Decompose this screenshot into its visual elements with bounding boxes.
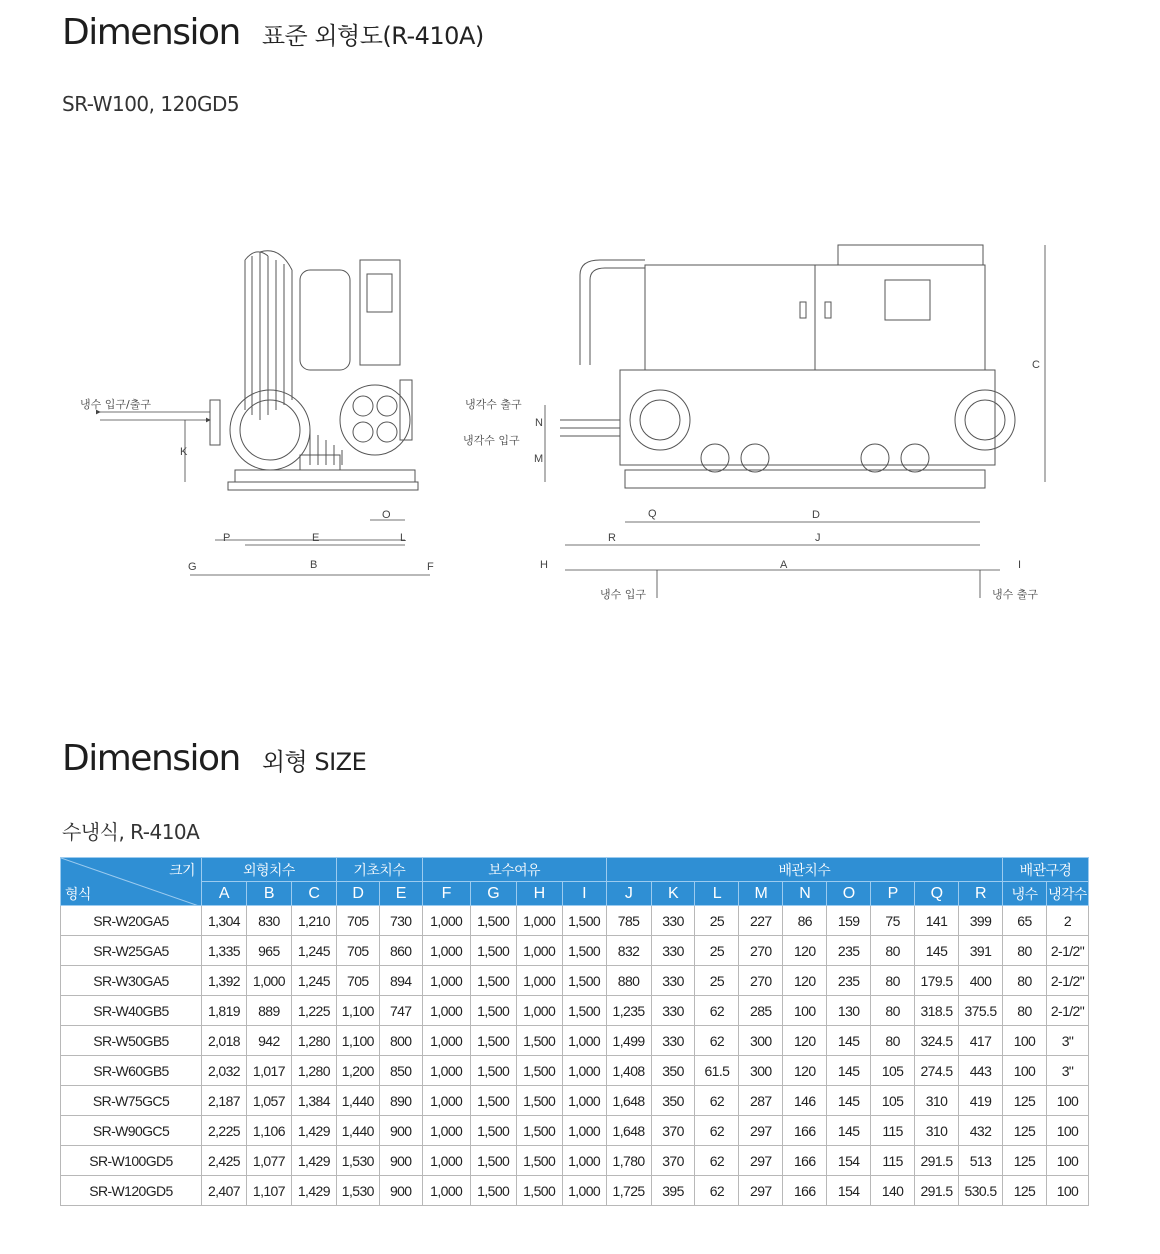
value-cell: 1,429: [291, 1146, 336, 1176]
value-cell: 80: [1003, 996, 1047, 1026]
table-body: [61, 906, 1089, 1206]
dim-A: A: [780, 559, 788, 571]
value-cell: 62: [695, 1176, 739, 1206]
value-cell: 1,245: [291, 936, 336, 966]
column-header: J: [606, 882, 651, 906]
value-cell: 1,780: [606, 1146, 651, 1176]
dimension-drawing: [60, 230, 1110, 620]
value-cell: 330: [651, 906, 695, 936]
value-cell: 145: [827, 1086, 871, 1116]
value-cell: 61.5: [695, 1056, 739, 1086]
value-cell: 25: [695, 906, 739, 936]
value-cell: 800: [379, 1026, 422, 1056]
value-cell: 1,500: [470, 1176, 516, 1206]
label-cooling-in: 냉각수 입구: [463, 434, 520, 447]
value-cell: 318.5: [915, 996, 959, 1026]
value-cell: 1,499: [606, 1026, 651, 1056]
value-cell: 1,335: [201, 936, 246, 966]
group-header: 배관치수: [606, 858, 1002, 882]
value-cell: 1,000: [246, 966, 291, 996]
model-cell: SR-W60GB5: [61, 1056, 202, 1086]
label-cold-out: 냉수 출구: [992, 588, 1039, 601]
dim-B: B: [310, 559, 318, 571]
value-cell: 62: [695, 996, 739, 1026]
group-header: 기초치수: [336, 858, 422, 882]
group-header: 보수여유: [422, 858, 606, 882]
column-header: K: [651, 882, 695, 906]
model-cell: SR-W120GD5: [61, 1176, 202, 1206]
column-header: I: [562, 882, 606, 906]
title-sub: 표준 외형도(R-410A): [261, 22, 484, 50]
value-cell: 1,819: [201, 996, 246, 1026]
table-row: [61, 906, 1089, 936]
value-cell: 1,000: [562, 1146, 606, 1176]
label-cooling-out: 냉각수 출구: [465, 398, 522, 411]
value-cell: 1,429: [291, 1176, 336, 1206]
value-cell: 1,000: [516, 906, 562, 936]
value-cell: 443: [958, 1056, 1002, 1086]
value-cell: 297: [739, 1116, 783, 1146]
front-view: [560, 245, 1015, 488]
dim-C: C: [1032, 359, 1040, 371]
value-cell: 1,106: [246, 1116, 291, 1146]
value-cell: 1,648: [606, 1116, 651, 1146]
value-cell: 159: [827, 906, 871, 936]
group-header: 배관구경: [1003, 858, 1089, 882]
value-cell: 105: [871, 1086, 915, 1116]
side-view: [210, 251, 418, 490]
value-cell: 1,000: [562, 1086, 606, 1116]
value-cell: 235: [827, 966, 871, 996]
value-cell: 1,500: [470, 1056, 516, 1086]
value-cell: 1,500: [470, 936, 516, 966]
value-cell: 785: [606, 906, 651, 936]
column-header: F: [422, 882, 470, 906]
value-cell: 350: [651, 1056, 695, 1086]
value-cell: 730: [379, 906, 422, 936]
value-cell: 120: [783, 1056, 827, 1086]
value-cell: 1,648: [606, 1086, 651, 1116]
value-cell: 80: [1003, 966, 1047, 996]
value-cell: 391: [958, 936, 1002, 966]
column-header: R: [958, 882, 1002, 906]
dimension-letters: [180, 359, 1040, 573]
value-cell: 1,500: [516, 1146, 562, 1176]
value-cell: 1,500: [470, 1116, 516, 1146]
label-cold-in-out: 냉수 입구/출구: [80, 398, 151, 411]
value-cell: 1,440: [336, 1086, 379, 1116]
value-cell: 2-1/2": [1046, 936, 1088, 966]
value-cell: 1,057: [246, 1086, 291, 1116]
value-cell: 1,500: [470, 1086, 516, 1116]
table-row: [61, 996, 1089, 1026]
value-cell: 125: [1003, 1086, 1047, 1116]
value-cell: 154: [827, 1146, 871, 1176]
value-cell: 1,000: [516, 966, 562, 996]
title-main: Dimension: [62, 738, 240, 779]
value-cell: 1,500: [562, 996, 606, 1026]
value-cell: 300: [739, 1056, 783, 1086]
title-sub: 외형 SIZE: [261, 748, 367, 776]
value-cell: 513: [958, 1146, 1002, 1176]
value-cell: 1,000: [422, 1026, 470, 1056]
dim-R: R: [608, 532, 616, 544]
value-cell: 141: [915, 906, 959, 936]
value-cell: 86: [783, 906, 827, 936]
value-cell: 115: [871, 1116, 915, 1146]
dim-L: L: [400, 532, 407, 544]
value-cell: 145: [827, 1026, 871, 1056]
value-cell: 100: [1003, 1056, 1047, 1086]
value-cell: 400: [958, 966, 1002, 996]
value-cell: 115: [871, 1146, 915, 1176]
value-cell: 1,530: [336, 1176, 379, 1206]
value-cell: 1,408: [606, 1056, 651, 1086]
value-cell: 1,235: [606, 996, 651, 1026]
column-header: B: [246, 882, 291, 906]
value-cell: 2-1/2": [1046, 996, 1088, 1026]
dim-O: O: [382, 509, 391, 521]
value-cell: 291.5: [915, 1146, 959, 1176]
value-cell: 1,500: [562, 936, 606, 966]
value-cell: 1,500: [470, 1146, 516, 1176]
value-cell: 880: [606, 966, 651, 996]
value-cell: 1,225: [291, 996, 336, 1026]
value-cell: 2-1/2": [1046, 966, 1088, 996]
value-cell: 1,280: [291, 1056, 336, 1086]
value-cell: 417: [958, 1026, 1002, 1056]
table-row: [61, 1176, 1089, 1206]
value-cell: 166: [783, 1146, 827, 1176]
dim-F: F: [427, 561, 434, 573]
value-cell: 419: [958, 1086, 1002, 1116]
value-cell: 894: [379, 966, 422, 996]
value-cell: 100: [1046, 1176, 1088, 1206]
model-cell: SR-W30GA5: [61, 966, 202, 996]
value-cell: 1,500: [516, 1056, 562, 1086]
value-cell: 1,000: [562, 1056, 606, 1086]
value-cell: 100: [1046, 1146, 1088, 1176]
value-cell: 2,018: [201, 1026, 246, 1056]
value-cell: 1,200: [336, 1056, 379, 1086]
value-cell: 3": [1046, 1026, 1088, 1056]
value-cell: 80: [871, 1026, 915, 1056]
value-cell: 1,000: [422, 996, 470, 1026]
model-cell: SR-W100GD5: [61, 1146, 202, 1176]
value-cell: 1,000: [422, 966, 470, 996]
value-cell: 1,000: [422, 906, 470, 936]
value-cell: 62: [695, 1146, 739, 1176]
value-cell: 1,000: [516, 936, 562, 966]
value-cell: 120: [783, 936, 827, 966]
value-cell: 2: [1046, 906, 1088, 936]
model-cell: SR-W50GB5: [61, 1026, 202, 1056]
column-header: O: [827, 882, 871, 906]
value-cell: 900: [379, 1176, 422, 1206]
value-cell: 942: [246, 1026, 291, 1056]
column-header: L: [695, 882, 739, 906]
value-cell: 1,280: [291, 1026, 336, 1056]
model-cell: SR-W75GC5: [61, 1086, 202, 1116]
value-cell: 1,077: [246, 1146, 291, 1176]
table-row: [61, 1116, 1089, 1146]
dim-I: I: [1018, 559, 1022, 571]
value-cell: 62: [695, 1116, 739, 1146]
value-cell: 100: [783, 996, 827, 1026]
value-cell: 890: [379, 1086, 422, 1116]
value-cell: 1,500: [562, 966, 606, 996]
column-header: C: [291, 882, 336, 906]
value-cell: 705: [336, 906, 379, 936]
value-cell: 65: [1003, 906, 1047, 936]
value-cell: 860: [379, 936, 422, 966]
value-cell: 80: [1003, 936, 1047, 966]
value-cell: 1,000: [422, 936, 470, 966]
model-cell: SR-W90GC5: [61, 1116, 202, 1146]
value-cell: 1,245: [291, 966, 336, 996]
value-cell: 832: [606, 936, 651, 966]
value-cell: 889: [246, 996, 291, 1026]
value-cell: 297: [739, 1176, 783, 1206]
value-cell: 100: [1003, 1026, 1047, 1056]
value-cell: 287: [739, 1086, 783, 1116]
value-cell: 1,500: [470, 1026, 516, 1056]
value-cell: 274.5: [915, 1056, 959, 1086]
model-cell: SR-W25GA5: [61, 936, 202, 966]
value-cell: 830: [246, 906, 291, 936]
value-cell: 270: [739, 936, 783, 966]
value-cell: 1,530: [336, 1146, 379, 1176]
dim-G: G: [188, 561, 197, 573]
value-cell: 100: [1046, 1116, 1088, 1146]
value-cell: 395: [651, 1176, 695, 1206]
value-cell: 1,500: [516, 1026, 562, 1056]
title-main: Dimension: [62, 12, 240, 53]
value-cell: 291.5: [915, 1176, 959, 1206]
pipe-labels: [80, 397, 1038, 601]
column-header: P: [871, 882, 915, 906]
value-cell: 375.5: [958, 996, 1002, 1026]
dim-H: H: [540, 559, 548, 571]
value-cell: 166: [783, 1176, 827, 1206]
value-cell: 125: [1003, 1176, 1047, 1206]
value-cell: 120: [783, 966, 827, 996]
value-cell: 2,032: [201, 1056, 246, 1086]
value-cell: 1,000: [422, 1176, 470, 1206]
column-header: 냉각수: [1046, 882, 1088, 906]
value-cell: 1,000: [562, 1116, 606, 1146]
value-cell: 270: [739, 966, 783, 996]
value-cell: 330: [651, 966, 695, 996]
table-row: [61, 1086, 1089, 1116]
column-header: M: [739, 882, 783, 906]
column-header: Q: [915, 882, 959, 906]
value-cell: 330: [651, 996, 695, 1026]
value-cell: 399: [958, 906, 1002, 936]
value-cell: 25: [695, 936, 739, 966]
value-cell: 166: [783, 1116, 827, 1146]
value-cell: 75: [871, 906, 915, 936]
value-cell: 3": [1046, 1056, 1088, 1086]
value-cell: 850: [379, 1056, 422, 1086]
value-cell: 1,017: [246, 1056, 291, 1086]
model-cell: SR-W40GB5: [61, 996, 202, 1026]
value-cell: 145: [827, 1056, 871, 1086]
value-cell: 25: [695, 966, 739, 996]
value-cell: 285: [739, 996, 783, 1026]
value-cell: 145: [915, 936, 959, 966]
dimension-table: [60, 857, 1089, 1206]
value-cell: 1,384: [291, 1086, 336, 1116]
value-cell: 227: [739, 906, 783, 936]
value-cell: 125: [1003, 1146, 1047, 1176]
table-row: [61, 1056, 1089, 1086]
label-cold-in: 냉수 입구: [600, 588, 647, 601]
value-cell: 1,500: [470, 906, 516, 936]
value-cell: 1,429: [291, 1116, 336, 1146]
dim-J: J: [815, 532, 821, 544]
dim-N: N: [535, 417, 543, 429]
value-cell: 1,210: [291, 906, 336, 936]
model-cell: SR-W20GA5: [61, 906, 202, 936]
value-cell: 330: [651, 1026, 695, 1056]
table-row: [61, 1026, 1089, 1056]
value-cell: 120: [783, 1026, 827, 1056]
value-cell: 1,000: [516, 996, 562, 1026]
value-cell: 2,225: [201, 1116, 246, 1146]
value-cell: 2,187: [201, 1086, 246, 1116]
value-cell: 80: [871, 966, 915, 996]
model-caption: 수냉식, R-410A: [62, 820, 200, 844]
dim-E: E: [312, 532, 320, 544]
column-header-row: [61, 882, 1089, 906]
corner-bottom-label: 형식: [65, 887, 91, 903]
section-title-standard: [62, 12, 484, 53]
value-cell: 62: [695, 1086, 739, 1116]
value-cell: 1,440: [336, 1116, 379, 1146]
value-cell: 154: [827, 1176, 871, 1206]
value-cell: 146: [783, 1086, 827, 1116]
value-cell: 1,000: [422, 1056, 470, 1086]
dim-M: M: [534, 453, 544, 465]
column-header: N: [783, 882, 827, 906]
corner-header: [61, 858, 202, 906]
value-cell: 1,725: [606, 1176, 651, 1206]
value-cell: 324.5: [915, 1026, 959, 1056]
column-header: 냉수: [1003, 882, 1047, 906]
value-cell: 100: [1046, 1086, 1088, 1116]
section-title-size: [62, 738, 366, 779]
value-cell: 432: [958, 1116, 1002, 1146]
dim-K: K: [180, 446, 188, 458]
dim-D: D: [812, 509, 820, 521]
value-cell: 1,304: [201, 906, 246, 936]
value-cell: 900: [379, 1146, 422, 1176]
value-cell: 1,500: [562, 906, 606, 936]
value-cell: 965: [246, 936, 291, 966]
table-row: [61, 966, 1089, 996]
value-cell: 530.5: [958, 1176, 1002, 1206]
value-cell: 705: [336, 936, 379, 966]
value-cell: 1,000: [562, 1026, 606, 1056]
value-cell: 1,000: [562, 1176, 606, 1206]
value-cell: 370: [651, 1146, 695, 1176]
table-row: [61, 1146, 1089, 1176]
value-cell: 300: [739, 1026, 783, 1056]
value-cell: 310: [915, 1116, 959, 1146]
value-cell: 1,500: [470, 966, 516, 996]
column-header: H: [516, 882, 562, 906]
column-header: A: [201, 882, 246, 906]
value-cell: 105: [871, 1056, 915, 1086]
column-header: G: [470, 882, 516, 906]
value-cell: 330: [651, 936, 695, 966]
value-cell: 1,392: [201, 966, 246, 996]
value-cell: 235: [827, 936, 871, 966]
value-cell: 1,000: [422, 1146, 470, 1176]
value-cell: 1,500: [516, 1116, 562, 1146]
value-cell: 130: [827, 996, 871, 1026]
value-cell: 1,500: [516, 1086, 562, 1116]
table-row: [61, 936, 1089, 966]
model-caption: SR-W100, 120GD5: [62, 92, 240, 116]
value-cell: 900: [379, 1116, 422, 1146]
value-cell: 1,107: [246, 1176, 291, 1206]
value-cell: 1,000: [422, 1086, 470, 1116]
column-header: D: [336, 882, 379, 906]
column-header: E: [379, 882, 422, 906]
value-cell: 1,100: [336, 1026, 379, 1056]
value-cell: 80: [871, 996, 915, 1026]
dim-P: P: [223, 532, 231, 544]
value-cell: 80: [871, 936, 915, 966]
value-cell: 62: [695, 1026, 739, 1056]
value-cell: 2,425: [201, 1146, 246, 1176]
value-cell: 145: [827, 1116, 871, 1146]
value-cell: 310: [915, 1086, 959, 1116]
value-cell: 705: [336, 966, 379, 996]
corner-top-label: 크기: [169, 863, 195, 879]
value-cell: 350: [651, 1086, 695, 1116]
value-cell: 297: [739, 1146, 783, 1176]
value-cell: 1,100: [336, 996, 379, 1026]
value-cell: 1,500: [516, 1176, 562, 1206]
value-cell: 370: [651, 1116, 695, 1146]
value-cell: 140: [871, 1176, 915, 1206]
value-cell: 1,500: [470, 996, 516, 1026]
group-header: 외형치수: [201, 858, 336, 882]
value-cell: 2,407: [201, 1176, 246, 1206]
value-cell: 125: [1003, 1116, 1047, 1146]
dim-Q: Q: [648, 508, 657, 520]
value-cell: 747: [379, 996, 422, 1026]
value-cell: 1,000: [422, 1116, 470, 1146]
value-cell: 179.5: [915, 966, 959, 996]
